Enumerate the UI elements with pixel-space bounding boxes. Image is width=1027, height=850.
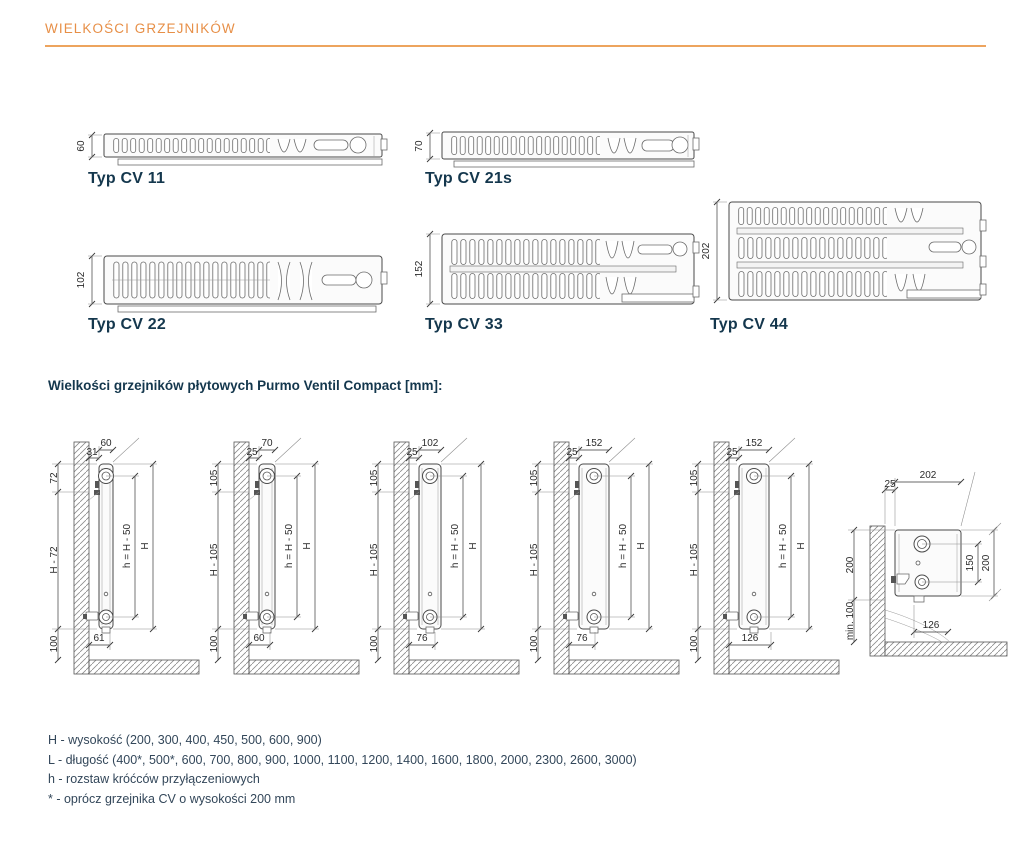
dim-wall-gap: 25	[406, 447, 418, 458]
dim-depth-label: 60	[76, 140, 87, 152]
dim-depth: 152	[585, 438, 603, 449]
fin-band	[737, 206, 887, 226]
legend-line-height: H - wysokość (200, 300, 400, 450, 500, 600, 900)	[48, 733, 322, 747]
legend	[48, 731, 637, 809]
cross-section-cv11	[44, 424, 209, 689]
fin-band	[450, 135, 600, 156]
dim-wall-gap: 25	[566, 447, 578, 458]
dim-valve-offset: 76	[416, 633, 428, 644]
valve	[86, 612, 98, 620]
floor	[729, 660, 839, 674]
dim-wall-height: H - 105	[209, 543, 220, 577]
wall	[870, 526, 885, 656]
cross-section-cv44	[684, 424, 849, 689]
dim-depth-label: 202	[701, 242, 712, 260]
valve	[406, 612, 418, 620]
dim-top-margin: 105	[209, 469, 220, 487]
dim-depth: 70	[261, 438, 273, 449]
dim-pipe-pitch: h = H - 50	[778, 523, 789, 569]
dim-floor-gap: 100	[49, 635, 60, 653]
radiator-body	[579, 464, 609, 629]
radiator-body	[739, 464, 769, 629]
cross-section-cv22	[364, 424, 529, 689]
fin-band	[450, 272, 600, 300]
top-view-cv21s-drawing	[416, 128, 708, 174]
dim-top-margin: 72	[49, 472, 60, 484]
wall	[554, 442, 569, 674]
dim-depth-label: 70	[414, 140, 425, 152]
floor	[885, 642, 1007, 656]
type-label-cv21s: Typ CV 21s	[425, 170, 513, 187]
dim-top-margin: 105	[369, 469, 380, 487]
type-label-cv22: Typ CV 22	[88, 316, 166, 333]
fin-band	[737, 270, 887, 298]
dim-wall-gap: 25	[246, 447, 258, 458]
dim-valve-offset: 60	[253, 633, 265, 644]
wall	[714, 442, 729, 674]
fin-band	[737, 236, 887, 260]
dim-pipe-pitch: h = H - 50	[618, 523, 629, 569]
radiator-body	[99, 464, 113, 629]
low-profile-detail-drawing	[842, 460, 1022, 670]
dim-floor-gap: 100	[689, 635, 700, 653]
header-rule	[45, 45, 986, 47]
dim-pipe-pitch: h = H - 50	[284, 523, 295, 569]
dim-height: H	[302, 542, 313, 550]
dim-pipe-pitch: 150	[965, 554, 976, 572]
wall	[394, 442, 409, 674]
dim-wall-height: H - 105	[369, 543, 380, 577]
dim-height: H	[636, 542, 647, 550]
dim-height: H	[140, 542, 151, 550]
section-heading: Wielkości grzejników płytowych Purmo Ventil Compact [mm]:	[48, 378, 443, 393]
floor	[409, 660, 519, 674]
dim-wall-gap: 31	[86, 447, 98, 458]
dim-wall-height: H - 105	[529, 543, 540, 577]
floor	[569, 660, 679, 674]
legend-line-pitch: h - rozstaw króćców przyłączeniowych	[48, 772, 260, 786]
type-label-cv33: Typ CV 33	[425, 316, 503, 333]
dim-depth: 60	[100, 438, 112, 449]
legend-line-length: L - długość (400*, 500*, 600, 700, 800, 900, 1000, 1100, 1200, 1400, 1600, 1800, 2000, 2300, 2600, 3000)	[48, 752, 637, 767]
top-view-cv33-drawing	[416, 230, 708, 314]
top-view-cv11-drawing	[78, 130, 398, 172]
wall	[74, 442, 89, 674]
page-title: WIELKOŚCI GRZEJNIKÓW	[45, 21, 236, 36]
dim-depth: 102	[421, 438, 439, 449]
cross-section-cv33	[524, 424, 689, 689]
dim-depth-label: 102	[76, 271, 87, 289]
dim-floor-gap: 100	[209, 635, 220, 653]
cross-section-cv21s	[204, 424, 369, 689]
radiator-body	[259, 464, 275, 629]
dim-wall-height: H - 72	[49, 546, 60, 574]
dim-floor-gap: 100	[369, 635, 380, 653]
fin-band	[450, 238, 600, 266]
radiator-body	[419, 464, 441, 629]
dim-height: H	[796, 542, 807, 550]
dim-valve-offset: 126	[741, 633, 759, 644]
top-view-cv44-drawing	[703, 198, 995, 314]
dim-depth: 202	[919, 470, 937, 481]
fin-band	[112, 137, 270, 154]
dim-height: H	[468, 542, 479, 550]
dim-floor-gap: 100	[529, 635, 540, 653]
dim-valve-offset: 76	[576, 633, 588, 644]
top-view-cv22-drawing	[78, 252, 398, 316]
dim-floor-clearance: min. 100	[845, 601, 856, 641]
dim-wall-gap: 25	[726, 447, 738, 458]
dim-pipe-pitch: h = H - 50	[122, 523, 133, 569]
wall	[234, 442, 249, 674]
valve	[566, 612, 578, 620]
dim-top-margin: 105	[529, 469, 540, 487]
dim-valve-offset: 61	[93, 633, 105, 644]
valve	[246, 612, 258, 620]
dim-height: 200	[845, 556, 856, 574]
dim-wall-gap: 25	[884, 479, 896, 490]
dim-front-height: 200	[981, 554, 992, 572]
valve	[726, 612, 738, 620]
type-label-cv44: Typ CV 44	[710, 316, 788, 333]
floor	[89, 660, 199, 674]
dim-depth-label: 152	[414, 260, 425, 278]
legend-line-note: * - oprócz grzejnika CV o wysokości 200 mm	[48, 791, 296, 806]
dim-depth: 152	[745, 438, 763, 449]
floor	[249, 660, 359, 674]
type-label-cv11: Typ CV 11	[88, 170, 166, 187]
floor-recess-curve	[885, 610, 950, 642]
dim-pipe-pitch: h = H - 50	[450, 523, 461, 569]
dim-valve-offset: 126	[922, 620, 940, 631]
dim-top-margin: 105	[689, 469, 700, 487]
dim-wall-height: H - 105	[689, 543, 700, 577]
